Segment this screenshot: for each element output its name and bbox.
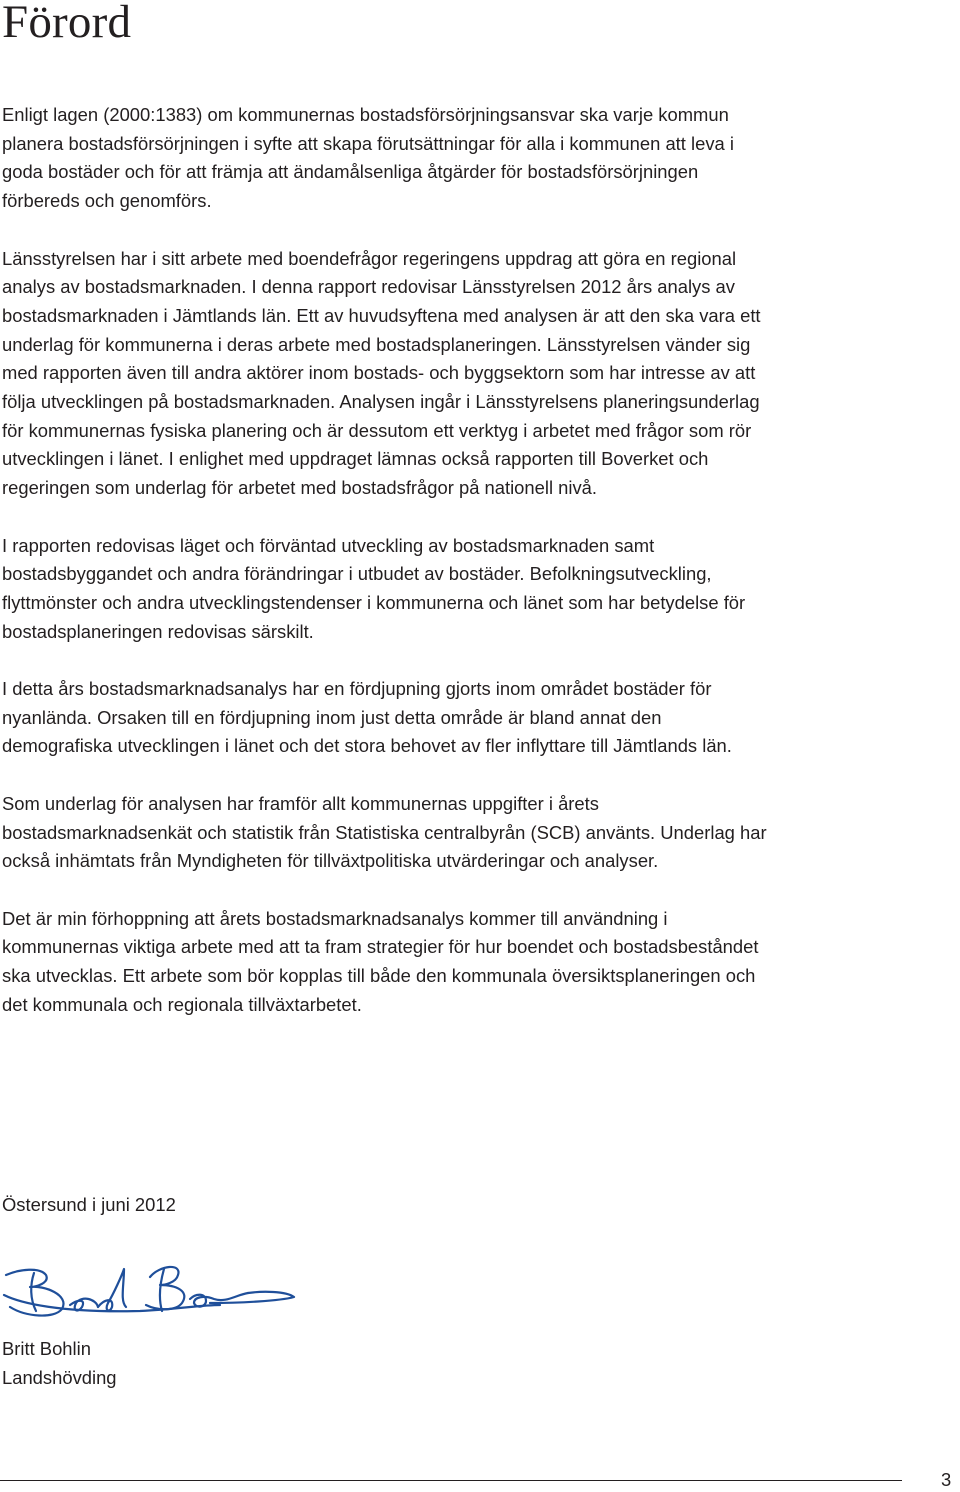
signature-icon: [0, 1255, 300, 1327]
page-number: 3: [941, 1469, 952, 1490]
footer-divider: [0, 1480, 902, 1481]
signer-block: [2, 1335, 117, 1392]
paragraph-5: Som underlag för analysen har framför allt kommunernas uppgifter i årets bostadsmarknadsenkät och statistik från Statistiska centralbyrån (SCB) använts. Underlag har också inhämtats från Myndigheten för tillväxtpolitiska utvärderingar och analyser.: [2, 792, 767, 872]
paragraph-3: I rapporten redovisas läget och förväntad utveckling av bostadsmarknaden samt bostadsbyggandet och andra förändringar i utbudet av bostäder. Befolkningsutveckling, flyttmönster och andra utvecklingstendenser i kommunerna och länet som har betydelse för bostadsplaneringen redovisas särskilt.: [2, 534, 746, 642]
paragraph-2: Länsstyrelsen har i sitt arbete med boendefrågor regeringens uppdrag att göra en regional analys av bostadsmarknaden. I denna rapport redovisar Länsstyrelsen 2012 års analys av bostadsmarknaden i Jämtlands län. Ett av huvudsyftena med analysen är att den ska vara ett underlag för kommunerna i deras arbete med bostadsplaneringen. Länsstyrelsen vänder sig med rapporten även till andra aktörer inom bostads- och byggsektorn som har intresse av att följa utvecklingen på bostadsmarknaden. Analysen ingår i Länsstyrelsens planeringsunderlag för kommunernas fysiska planering och är dessutom ett verktyg i arbetet med frågor som rör utvecklingen i länet. I enlighet med uppdraget lämnas också rapporten till Boverket och regeringen som underlag för arbetet med bostadsfrågor på nationell nivå.: [2, 247, 761, 499]
place-and-date: Östersund i juni 2012: [2, 1194, 176, 1215]
page-title: Förord: [2, 0, 132, 48]
signer-name: Britt Bohlin: [2, 1338, 91, 1359]
paragraph-4: I detta års bostadsmarknadsanalys har en fördjupning gjorts inom området bostäder för nyanlända. Orsaken till en fördjupning inom just detta område är bland annat den demografiska utvecklingen i länet och det stora behovet av fler inflyttare till Jämtlands län.: [2, 678, 732, 757]
paragraph-6: Det är min förhoppning att årets bostadsmarknadsanalys kommer till användning i kommunernas viktiga arbete med att ta fram strategier för hur boendet och bostadsbeståndet ska utvecklas. Ett arbete som bör kopplas till både den kommunala översiktsplaneringen och det kommunala och regionala tillväxtarbetet.: [2, 907, 759, 1015]
foreword-body: [2, 101, 772, 1048]
signer-title: Landshövding: [2, 1366, 117, 1388]
paragraph-1: Enligt lagen (2000:1383) om kommunernas bostadsförsörjningsansvar ska varje kommun planera bostadsförsörjningen i syfte att skapa förutsättningar för alla i kommunen att leva i goda bostäder och för att främja att ändamålsenliga åtgärder för bostadsförsörjningen förbereds och genomförs.: [2, 104, 734, 212]
